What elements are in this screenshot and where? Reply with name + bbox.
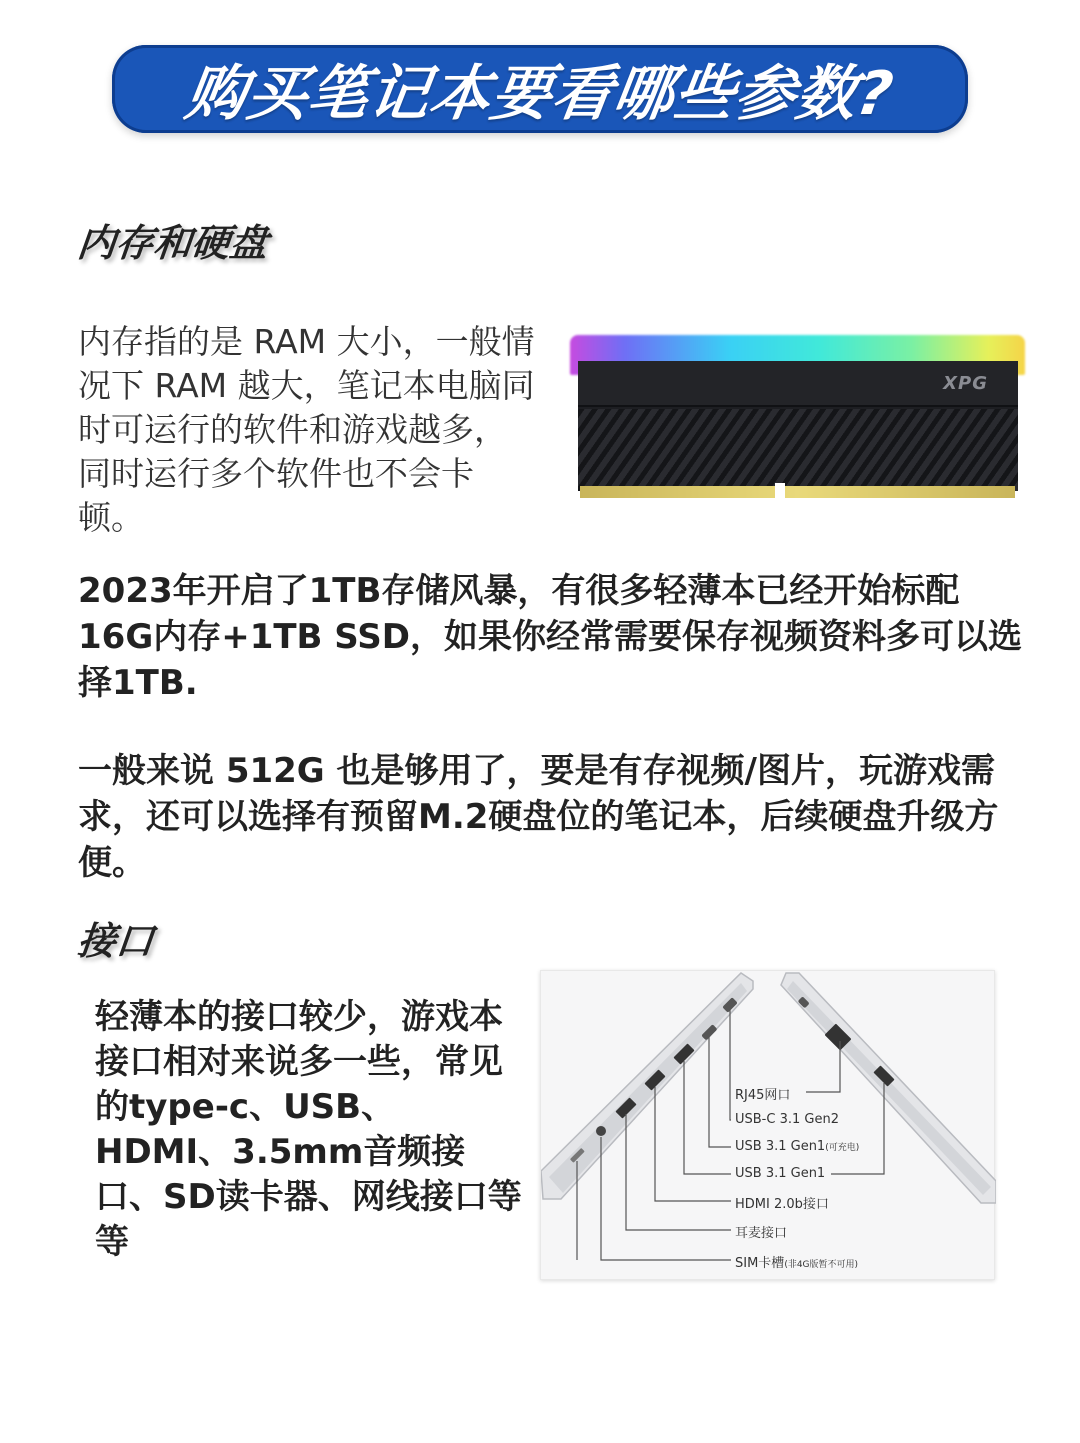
label-usb: USB 3.1 Gen1	[735, 1166, 826, 1181]
ram-fins	[578, 409, 1018, 491]
ram-heatsink	[578, 361, 1018, 491]
paragraph-ram: 内存指的是 RAM 大小，一般情况下 RAM 越大，笔记本电脑同时可运行的软件和游戏越多，同时运行多个软件也不会卡顿。	[78, 322, 535, 537]
paragraph-512g: 一般来说 512G 也是够用了，要是有存视频/图片，玩游戏需求，还可以选择有预留M.2硬盘位的笔记本，后续硬盘升级方便。	[78, 751, 999, 883]
ram-notch	[775, 483, 785, 499]
section-heading-ports: 接口	[75, 919, 156, 963]
label-hdmi: HDMI 2.0b接口	[735, 1197, 829, 1212]
label-audio: 耳麦接口	[735, 1226, 788, 1241]
laptop-ports-diagram	[540, 970, 995, 1280]
label-usb-charge-note: (可充电)	[825, 1143, 860, 1153]
title-banner	[112, 45, 968, 133]
paragraph-ports: 轻薄本的接口较少，游戏本接口相对来说多一些，常见的type-c、USB、HDMI、3.5mm音频接口、SD读卡器、网线接口等等	[95, 997, 522, 1262]
xpg-logo: XPG	[943, 373, 988, 394]
label-rj45: RJ45网口	[735, 1088, 791, 1103]
paragraph-1tb: 2023年开启了1TB存储风暴，有很多轻薄本已经开始标配16G内存+1TB SSD，如果你经常需要保存视频资料多可以选择1TB.	[78, 571, 1022, 703]
label-usb-c: USB-C 3.1 Gen2	[735, 1112, 839, 1127]
label-sim-text: SIM卡槽	[735, 1256, 785, 1271]
ram-top-bar	[578, 361, 1018, 407]
page-title: 购买笔记本要看哪些参数?	[180, 59, 898, 129]
section-heading-memory: 内存和硬盘	[75, 221, 270, 265]
ram-module-image	[570, 335, 1025, 500]
ram-gold-pins	[580, 486, 1015, 498]
label-usb-charge	[735, 1139, 859, 1154]
label-usb-charge-text: USB 3.1 Gen1	[735, 1139, 826, 1154]
label-sim	[735, 1252, 858, 1271]
label-sim-note: (非4G版暂不可用)	[784, 1260, 859, 1270]
